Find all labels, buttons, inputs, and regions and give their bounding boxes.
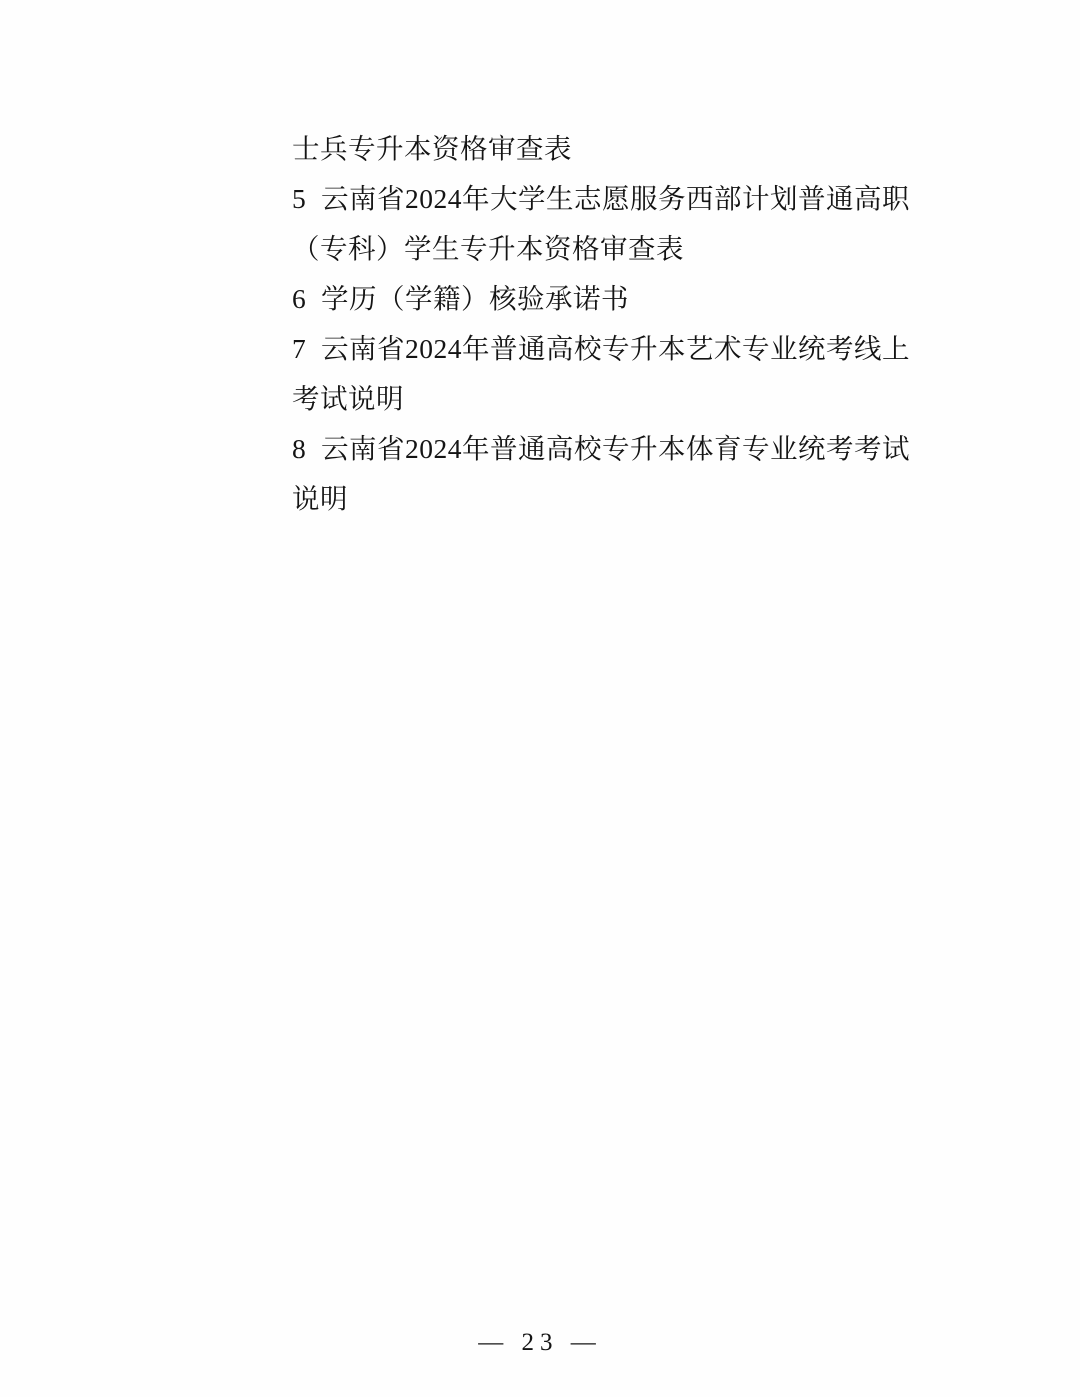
document-line: 说明 [292,483,348,514]
page-number: — 23 — [478,1329,602,1356]
document-line: （专科）学生专升本资格审查表 [292,233,684,264]
document-line: 8 云南省2024年普通高校专升本体育专业统考考试 [292,433,910,464]
document-line: 考试说明 [292,383,404,414]
document-line: 6 学历（学籍）核验承诺书 [292,283,629,314]
document-line: 5 云南省2024年大学生志愿服务西部计划普通高职 [292,183,910,214]
document-line: 士兵专升本资格审查表 [292,133,572,164]
document-body [292,124,932,524]
document-line: 7 云南省2024年普通高校专升本艺术专业统考线上 [292,333,910,364]
page-footer [0,1329,1080,1357]
